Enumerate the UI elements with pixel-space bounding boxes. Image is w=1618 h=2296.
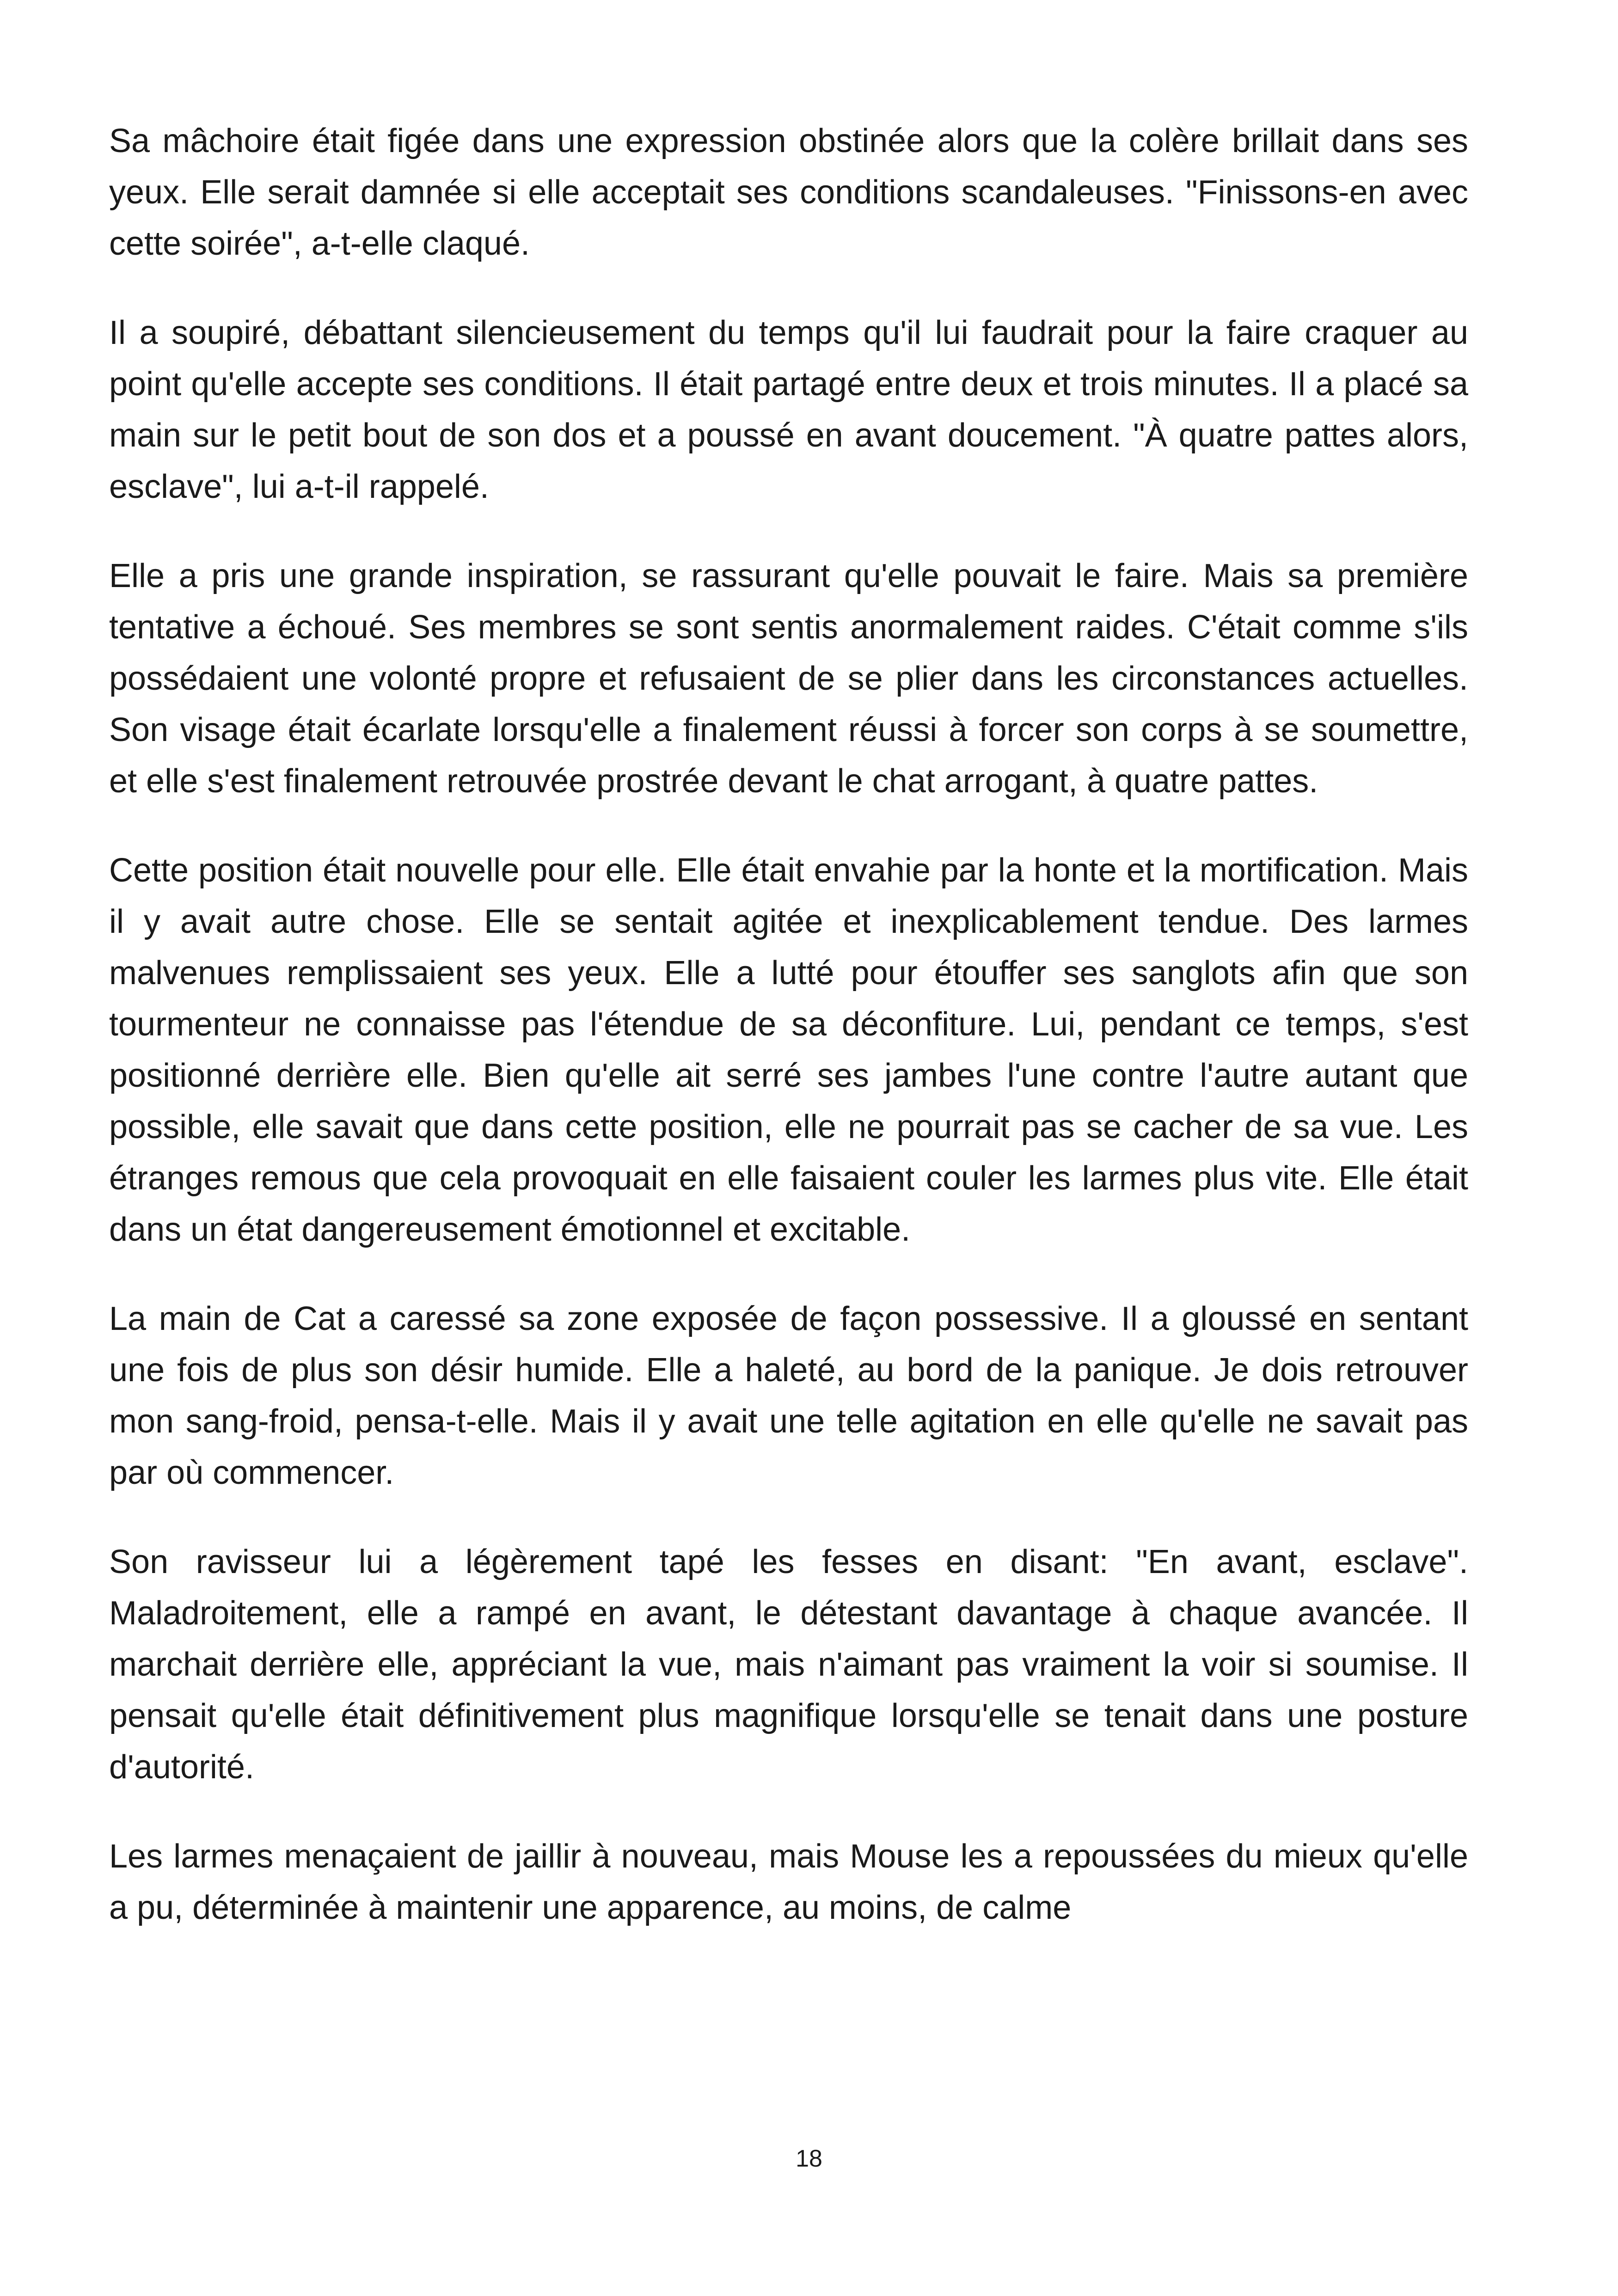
body-text [109,116,1468,1971]
paragraph: Son ravisseur lui a légèrement tapé les fesses en disant: "En avant, esclave". Maladroitement, elle a rampé en avant, le détestant davantage à chaque avancée. Il marchait derrière elle, appréciant la vue, mais n'aimant pas vraiment la voir si soumise. Il pensait qu'elle était définitivement plus magnifique lorsqu'elle se tenait dans une posture d'autorité. [109,1543,1468,1786]
paragraph: Elle a pris une grande inspiration, se rassurant qu'elle pouvait le faire. Mais sa première tentative a échoué. Ses membres se sont sentis anormalement raides. C'était comme s'ils possédaient une volonté propre et refusaient de se plier dans les circonstances actuelles. Son visage était écarlate lorsqu'elle a finalement réussi à forcer son corps à se soumettre, et elle s'est finalement retrouvée prostrée devant le chat arrogant, à quatre pattes. [109,557,1468,800]
paragraph: Sa mâchoire était figée dans une expression obstinée alors que la colère brillait dans ses yeux. Elle serait damnée si elle acceptait ses conditions scandaleuses. "Finissons-en avec cette soirée", a-t-elle claqué. [109,122,1468,262]
paragraph: Les larmes menaçaient de jaillir à nouveau, mais Mouse les a repoussées du mieux qu'elle a pu, déterminée à maintenir une apparence, au moins, de calme [109,1838,1468,1926]
paragraph: Cette position était nouvelle pour elle. Elle était envahie par la honte et la mortification. Mais il y avait autre chose. Elle se sentait agitée et inexplicablement tendue. Des larmes malvenues remplissaient ses yeux. Elle a lutté pour étouffer ses sanglots afin que son tourmenteur ne connaisse pas l'étendue de sa déconfiture. Lui, pendant ce temps, s'est positionné derrière elle. Bien qu'elle ait serré ses jambes l'une contre l'autre autant que possible, elle savait que dans cette position, elle ne pourrait pas se cacher de sa vue. Les étranges remous que cela provoquait en elle faisaient couler les larmes plus vite. Elle était dans un état dangereusement émotionnel et excitable. [109,852,1468,1248]
paragraph: La main de Cat a caressé sa zone exposée de façon possessive. Il a gloussé en sentant une fois de plus son désir humide. Elle a haleté, au bord de la panique. Je dois retrouver mon sang-froid, pensa-t-elle. Mais il y avait une telle agitation en elle qu'elle ne savait pas par où commencer. [109,1300,1468,1491]
page-number: 18 [796,2145,822,2172]
paragraph: Il a soupiré, débattant silencieusement du temps qu'il lui faudrait pour la faire craquer au point qu'elle accepte ses conditions. Il était partagé entre deux et trois minutes. Il a placé sa main sur le petit bout de son dos et a poussé en avant doucement. "À quatre pattes alors, esclave", lui a-t-il rappelé. [109,314,1468,505]
